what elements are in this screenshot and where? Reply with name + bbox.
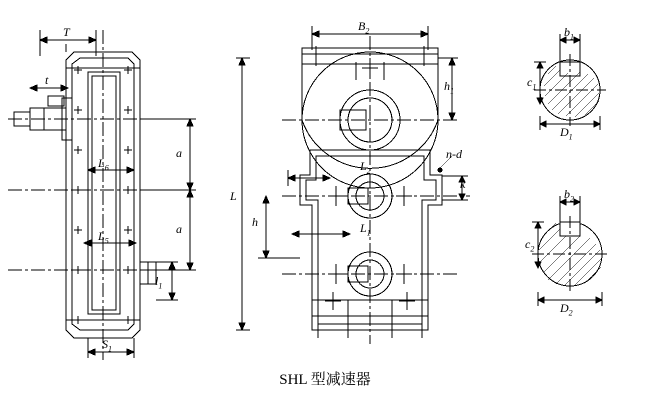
dimension-label-k: k (460, 177, 466, 191)
figure-caption: SHL 型减速器 (279, 372, 371, 388)
dimension-label-L2: $L_2$ (360, 159, 371, 176)
left-view-group (8, 30, 196, 360)
front-view-group (236, 26, 470, 344)
dimension-label-c1: $c_1$ (527, 75, 537, 92)
shaft-section-2-group (532, 196, 608, 306)
dimension-label-n-d: n-d (446, 147, 462, 161)
dimension-label-h: h (252, 215, 258, 229)
dimension-label-b1: $b_1$ (564, 25, 574, 42)
dimension-label-S1: $S_1$ (102, 337, 112, 354)
dimension-label-L1: $L_1$ (360, 221, 371, 238)
dimension-label-L: L (230, 189, 237, 203)
dimension-label-c2: $c_2$ (525, 237, 535, 254)
dimension-label-D1: $D_1$ (560, 125, 573, 142)
shaft-section-1-group (534, 34, 606, 130)
dimension-label-T: T (63, 25, 70, 39)
dimension-label-L6: $L_6$ (98, 156, 109, 173)
dimension-label-B2: $B_2$ (358, 19, 370, 36)
dimension-label-D2: $D_2$ (560, 301, 573, 318)
dimension-label-b2: $b_2$ (564, 187, 574, 204)
dimension-label-a-upper: a (176, 146, 182, 160)
dimension-label-l1: $l_1$ (155, 274, 163, 291)
dimension-label-h1: $h_1$ (444, 79, 454, 96)
dimension-label-L5: $L_5$ (98, 229, 109, 246)
dimension-label-t: t (45, 73, 49, 87)
dimension-label-a-lower: a (176, 222, 182, 236)
